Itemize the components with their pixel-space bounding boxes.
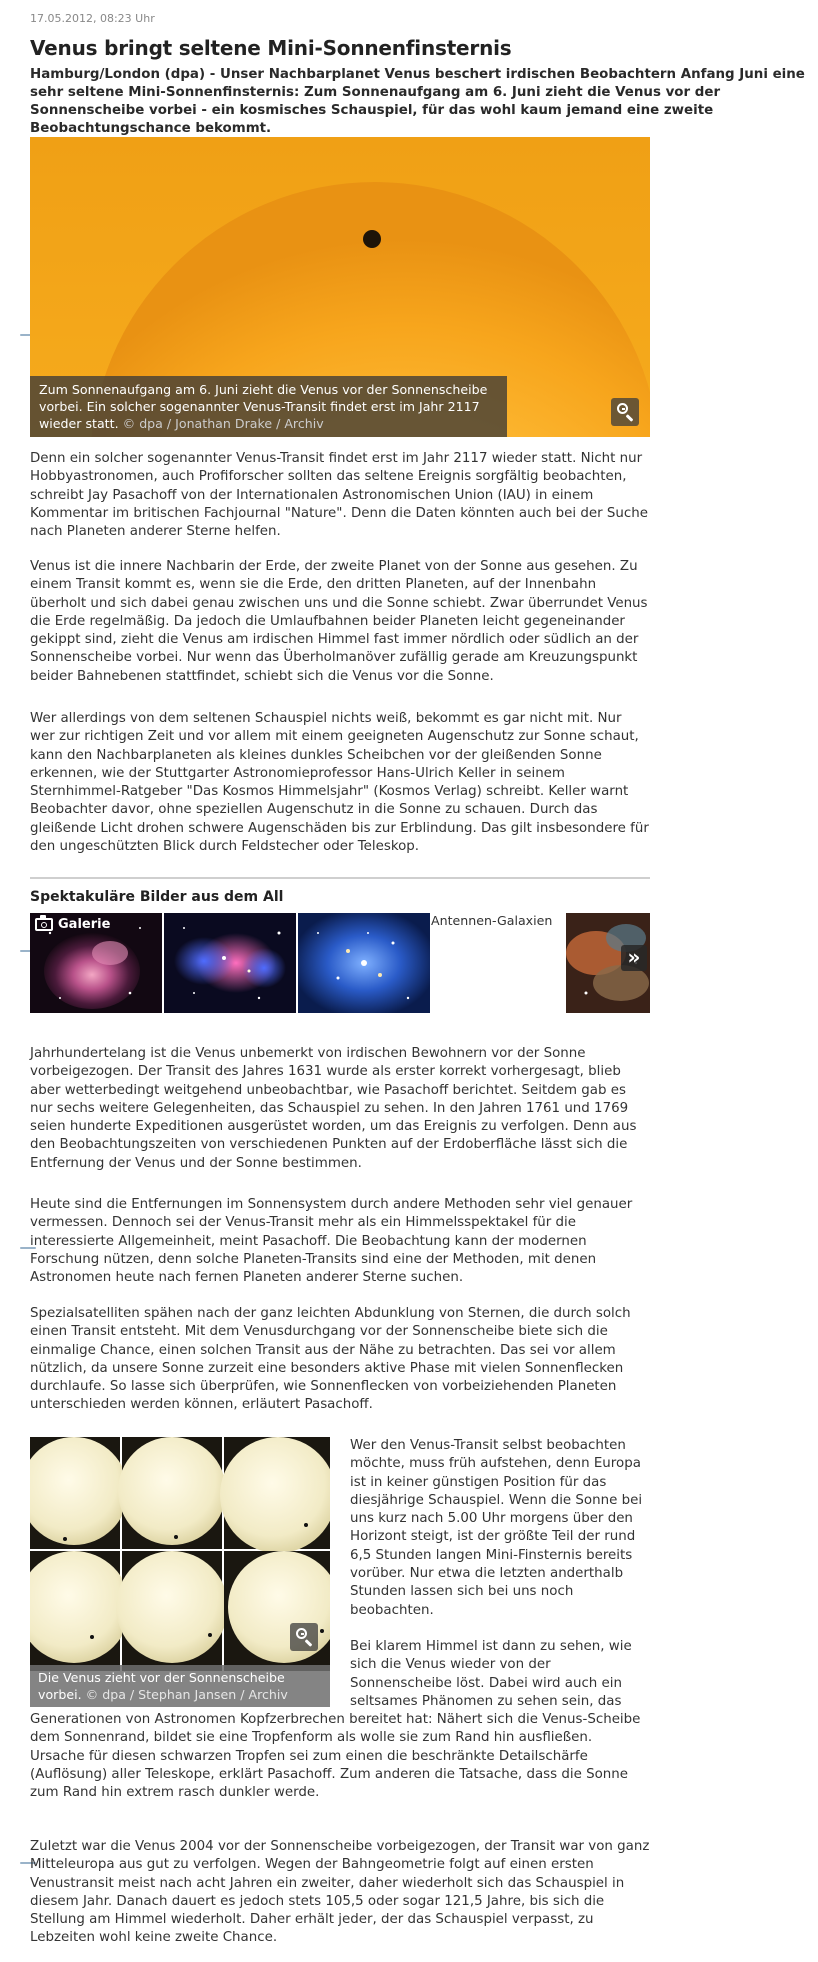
sequence-credit: © dpa / Stephan Jansen / Archiv [85, 1687, 288, 1702]
dateline: 17.05.2012, 08:23 Uhr [30, 12, 155, 25]
gallery-next-button[interactable]: » [621, 945, 647, 971]
gallery-title: Spektakuläre Bilder aus dem All [30, 889, 284, 905]
paragraph: Venus ist die innere Nachbarin der Erde, der zweite Planet von der Sonne aus gesehen. Zu einem Transit kommt es, wenn sie die Erde, den dritten Planeten, auf der Innenbahn überholt und sich dabei genau zwischen uns und die Sonne schiebt. Zwar überrundet Venus die Erde regelmäßig. Da jedoch die Umlaufbahnen beider Planeten leicht gegeneinander gekippt sind, zieht die Venus am irdischen Himmel fast immer nördlich oder südlich an der Sonnenscheibe vorbei. Nur wenn das Überholmanöver zufällig gerade am Kreuzungspunkt beider Bahnebenen stattfindet, schiebt sich die Venus vor die Sonne. [30, 559, 648, 684]
paragraph: Jahrhundertelang ist die Venus unbemerkt von irdischen Bewohnern vor der Sonne vorbeigezogen. Der Transit des Jahres 1631 wurde als erster korrekt vorhergesagt, blieb aber wetterbedingt weitgehend unbeobachtbar, wie Pasachoff berichtet. Seitdem gab es nur sechs weitere Gelegenheiten, das Schauspiel zu sehen. In den Jahren 1761 und 1769 seien hunderte Expeditionen ausgerüstet worden, um das Ereignis zu verfolgen. Denn aus den Beobachtungszeiten von verschiedenen Punkten auf der Erdoberfläche lässt sich die Entfernung der Venus und der Sonne bestimmen. [30, 1046, 637, 1171]
zoom-icon[interactable] [611, 398, 639, 426]
gallery-thumb-nebula[interactable] [30, 913, 162, 1013]
gallery-thumb-caption[interactable]: Antennen-Galaxien [431, 913, 553, 928]
headline: Venus bringt seltene Mini-Sonnenfinsternis [30, 36, 512, 60]
hero-image[interactable] [30, 137, 650, 437]
gallery-label-text: Galerie [58, 917, 111, 932]
hero-caption [30, 376, 507, 437]
paragraph: Generationen von Astronomen Kopfzerbrechen bereitet hat: Nähert sich die Venus-Scheibe dem Sonnenrand, bildet sie eine Tropfenform als wolle sie zum Rand hin ausfließen. Ursache für diesen schwarzen Tropfen sei zum einen die beschränkte Detailschärfe (Auflösung) aller Teleskope, erklärt Pasachoff. Zum anderen die Tatsache, dass die Sonne zum Rand hin extrem rasch dunkler werde. [30, 1712, 641, 1801]
camera-icon [35, 918, 53, 931]
gallery-thumb-cluster[interactable] [164, 913, 296, 1013]
lead-paragraph: Hamburg/London (dpa) - Unser Nachbarplanet Venus beschert irdischen Beobachtern Anfang Juni eine sehr seltene Mini-Sonnenfinsternis: Zum Sonnenaufgang am 6. Juni zieht die Venus vor der Sonnenscheibe vorbei - ein kosmisches Schauspiel, für das wohl kaum jemand eine zweite Beobachtungschance bekommt. [30, 67, 805, 136]
paragraph: Heute sind die Entfernungen im Sonnensystem durch andere Methoden sehr viel genauer vermessen. Dennoch sei der Venus-Transit mehr als ein Himmelsspektakel für die interessierte Allgemeinheit, meint Pasachoff. Die Beobachtung kann der modernen Forschung nützen, denn solche Planeten-Transits sind eine der Methoden, mit denen Astronomen heute nach fernen Planeten anderer Sterne suchen. [30, 1197, 633, 1286]
transit-sequence-image[interactable] [30, 1437, 330, 1707]
gallery-label [35, 917, 110, 932]
paragraph: Wer allerdings von dem seltenen Schauspiel nichts weiß, bekommt es gar nicht mit. Nur wer zur richtigen Zeit und vor allem mit einem geeigneten Augenschutz zur Sonne schaut, kann den Nachbarplaneten als kleines dunkles Scheibchen vor der gleißenden Sonne erkennen, wie der Stuttgarter Astronomieprofessor Hans-Ulrich Keller in seinem Sternhimmel-Ratgeber "Das Kosmos Himmelsjahr" (Kosmos Verlag) schreibt. Keller warnt Beobachter davor, ohne speziellen Augenschutz in die Sonne zu schauen. Durch das gleißende Licht drohen schwere Augenschäden bis zur Erblindung. Das gilt insbesondere für den ungeschützten Blick durch Feldstecher oder Teleskop. [30, 711, 649, 855]
sequence-caption-text: Die Venus zieht vor der Sonnenscheibe vorbei. [38, 1670, 285, 1702]
paragraph: Bei klarem Himmel ist dann zu sehen, wie sich die Venus wieder von der Sonnenscheibe löst. Dabei wird auch ein seltsames Phänomen zu sehen sein, das [350, 1639, 632, 1709]
sequence-caption [30, 1665, 330, 1707]
hero-caption-text: Zum Sonnenaufgang am 6. Juni zieht die Venus vor der Sonnenscheibe vorbei. Ein solcher sogenannter Venus-Transit findet erst im Jahr 2117 wieder statt. [39, 382, 488, 431]
paragraph: Denn ein solcher sogenannter Venus-Transit findet erst im Jahr 2117 wieder statt. Nicht nur Hobbyastronomen, auch Profiforscher sollten das seltene Ereignis sorgfältig beobachten, schreibt Jay Pasachoff von der Internationalen Astronomischen Union (IAU) in einem Kommentar im britischen Fachjournal "Nature". Denn die Daten könnten auch bei der Suche nach Planeten anderer Sterne helfen. [30, 451, 648, 540]
paragraph: Wer den Venus-Transit selbst beobachten möchte, muss früh aufstehen, denn Europa ist in keiner günstigen Position für das diesjährige Schauspiel. Wenn die Sonne bei uns kurz nach 5.00 Uhr morgens über den Horizont steigt, ist der größte Teil der rund 6,5 Stunden langen Mini-Finsternis bereits vorüber. Nur etwa die letzten anderthalb Stunden lassen sich bei uns noch beobachten. [350, 1438, 643, 1618]
zoom-icon[interactable] [290, 1623, 318, 1651]
gallery-thumb-galaxies[interactable] [298, 913, 430, 1013]
hero-credit: © dpa / Jonathan Drake / Archiv [122, 416, 324, 431]
paragraph: Spezialsatelliten spähen nach der ganz leichten Abdunklung von Sternen, die durch solch einen Transit entsteht. Mit dem Venusdurchgang vor der Sonnenscheibe biete sich die einmalige Chance, einen solchen Transit aus der Nähe zu betrachten. Das sei vor allem nützlich, da unsere Sonne zurzeit eine besonders aktive Phase mit vielen Sonnenflecken durchlaufe. So lasse sich überprüfen, wie Sonnenflecken von vorbeiziehenden Planeten unterschieden werden können, erläutert Pasachoff. [30, 1306, 631, 1413]
paragraph: Zuletzt war die Venus 2004 vor der Sonnenscheibe vorbeigezogen, der Transit war von ganz Mitteleuropa aus gut zu verfolgen. Wegen der Bahngeometrie folgt auf einen ersten Venustransit meist nach acht Jahren ein zweiter, daher wiederholt sich das Schauspiel in diesem Jahr. Danach dauert es jedoch stets 105,5 oder sogar 121,5 Jahre, bis sich die Stellung am Himmel wiederholt. Daher erhält jeder, der das Schauspiel verpasst, zu Lebzeiten wohl keine zweite Chance. [30, 1839, 650, 1946]
divider [30, 877, 650, 879]
image-gallery [30, 913, 650, 1013]
